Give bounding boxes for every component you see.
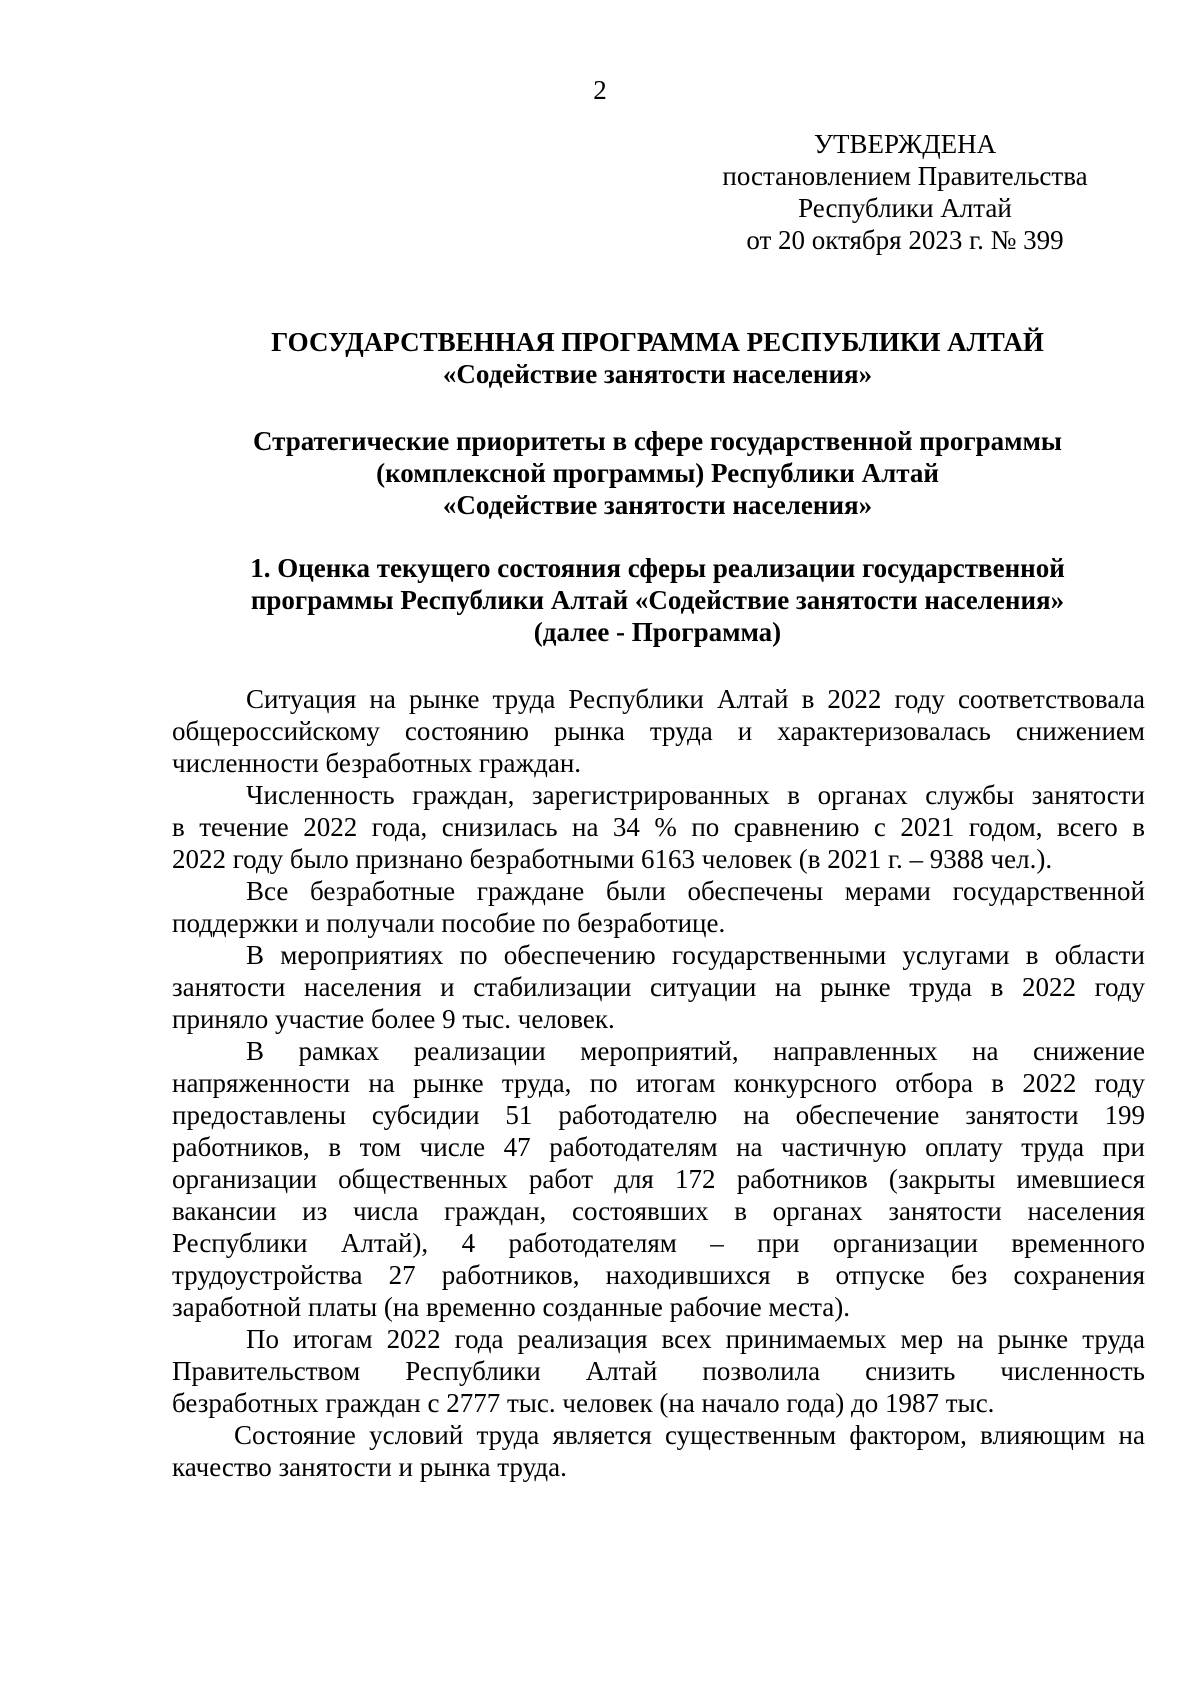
section-heading-line: 1. Оценка текущего состояния сферы реализации государственной	[250, 553, 1065, 583]
priorities-title-line: (комплексной программы) Республики Алтай	[376, 458, 939, 488]
paragraph-line: поддержки и получали пособие по безработице.	[172, 908, 726, 938]
paragraph-line: общероссийскому состоянию рынка труда и характеризовалась снижением	[172, 716, 1145, 746]
paragraph	[172, 1323, 1145, 1419]
paragraph-line: трудоустройства 27 работников, находившихся в отпуске без сохранения	[172, 1260, 1145, 1290]
paragraph-line: напряженности на рынке труда, по итогам конкурсного отбора в 2022 году	[172, 1068, 1145, 1098]
paragraph-line: предоставлены субсидии 51 работодателю на обеспечение занятости 199	[172, 1100, 1145, 1130]
paragraph	[172, 1419, 1145, 1483]
approval-region-line: Республики Алтай	[798, 193, 1012, 223]
body-text	[172, 683, 1145, 1483]
approval-stamp-block	[700, 128, 1110, 256]
paragraph-line: Все безработные граждане были обеспечены мерами государственной	[246, 876, 1145, 906]
paragraph	[172, 875, 1145, 939]
paragraph-line: организации общественных работ для 172 работников (закрыты имевшиеся	[172, 1164, 1145, 1194]
paragraph-line: Ситуация на рынке труда Республики Алтай в 2022 году соответствовала	[246, 684, 1145, 714]
program-title-line: ГОСУДАРСТВЕННАЯ ПРОГРАММА РЕСПУБЛИКИ АЛТАЙ	[271, 327, 1044, 357]
paragraph-line: В рамках реализации мероприятий, направленных на снижение	[246, 1036, 1145, 1066]
paragraph-line: численности безработных граждан.	[172, 748, 582, 778]
approval-date-number: от 20 октября 2023 г. № 399	[746, 225, 1064, 255]
priorities-title	[170, 425, 1145, 521]
paragraph-line: качество занятости и рынка труда.	[172, 1452, 567, 1482]
paragraph-line: Численность граждан, зарегистрированных в органах службы занятости	[246, 780, 1145, 810]
section-heading-line: (далее - Программа)	[533, 617, 782, 647]
program-title	[170, 326, 1145, 390]
page-number: 2	[593, 75, 607, 105]
paragraph-line: в течение 2022 года, снизилась на 34 % по сравнению с 2021 годом, всего в	[172, 812, 1145, 842]
approval-authority-line: постановлением Правительства	[722, 161, 1088, 191]
paragraph-line: Республики Алтай), 4 работодателям – при организации временного	[172, 1228, 1145, 1258]
program-subtitle-line: «Содействие занятости населения»	[442, 359, 873, 389]
approval-status: УТВЕРЖДЕНА	[813, 129, 997, 159]
priorities-title-line: Стратегические приоритеты в сфере государственной программы	[252, 426, 1063, 456]
priorities-title-line: «Содействие занятости населения»	[442, 490, 873, 520]
paragraph-line: Правительством Республики Алтай позволила снизить численность	[172, 1356, 1145, 1386]
paragraph	[172, 683, 1145, 779]
paragraph-line: приняло участие более 9 тыс. человек.	[172, 1004, 615, 1034]
paragraph-line: В мероприятиях по обеспечению государственными услугами в области	[246, 940, 1145, 970]
paragraph-line: работников, в том числе 47 работодателям на частичную оплату труда при	[172, 1132, 1145, 1162]
paragraph-line: вакансии из числа граждан, состоявших в органах занятости населения	[172, 1196, 1145, 1226]
paragraph-line: безработных граждан с 2777 тыс. человек (на начало года) до 1987 тыс.	[172, 1388, 995, 1418]
paragraph-line: Состояние условий труда является существенным фактором, влияющим на	[234, 1420, 1145, 1450]
paragraph-line: занятости населения и стабилизации ситуации на рынке труда в 2022 году	[172, 972, 1145, 1002]
paragraph	[172, 779, 1145, 875]
paragraph	[172, 1035, 1145, 1323]
paragraph	[172, 939, 1145, 1035]
paragraph-line: По итогам 2022 года реализация всех принимаемых мер на рынке труда	[246, 1324, 1145, 1354]
paragraph-line: 2022 году было признано безработными 6163 человек (в 2021 г. – 9388 чел.).	[172, 844, 1053, 874]
section-heading-line: программы Республики Алтай «Содействие занятости населения»	[250, 585, 1065, 615]
section-heading	[170, 552, 1145, 648]
paragraph-line: заработной платы (на временно созданные рабочие места).	[172, 1292, 851, 1322]
